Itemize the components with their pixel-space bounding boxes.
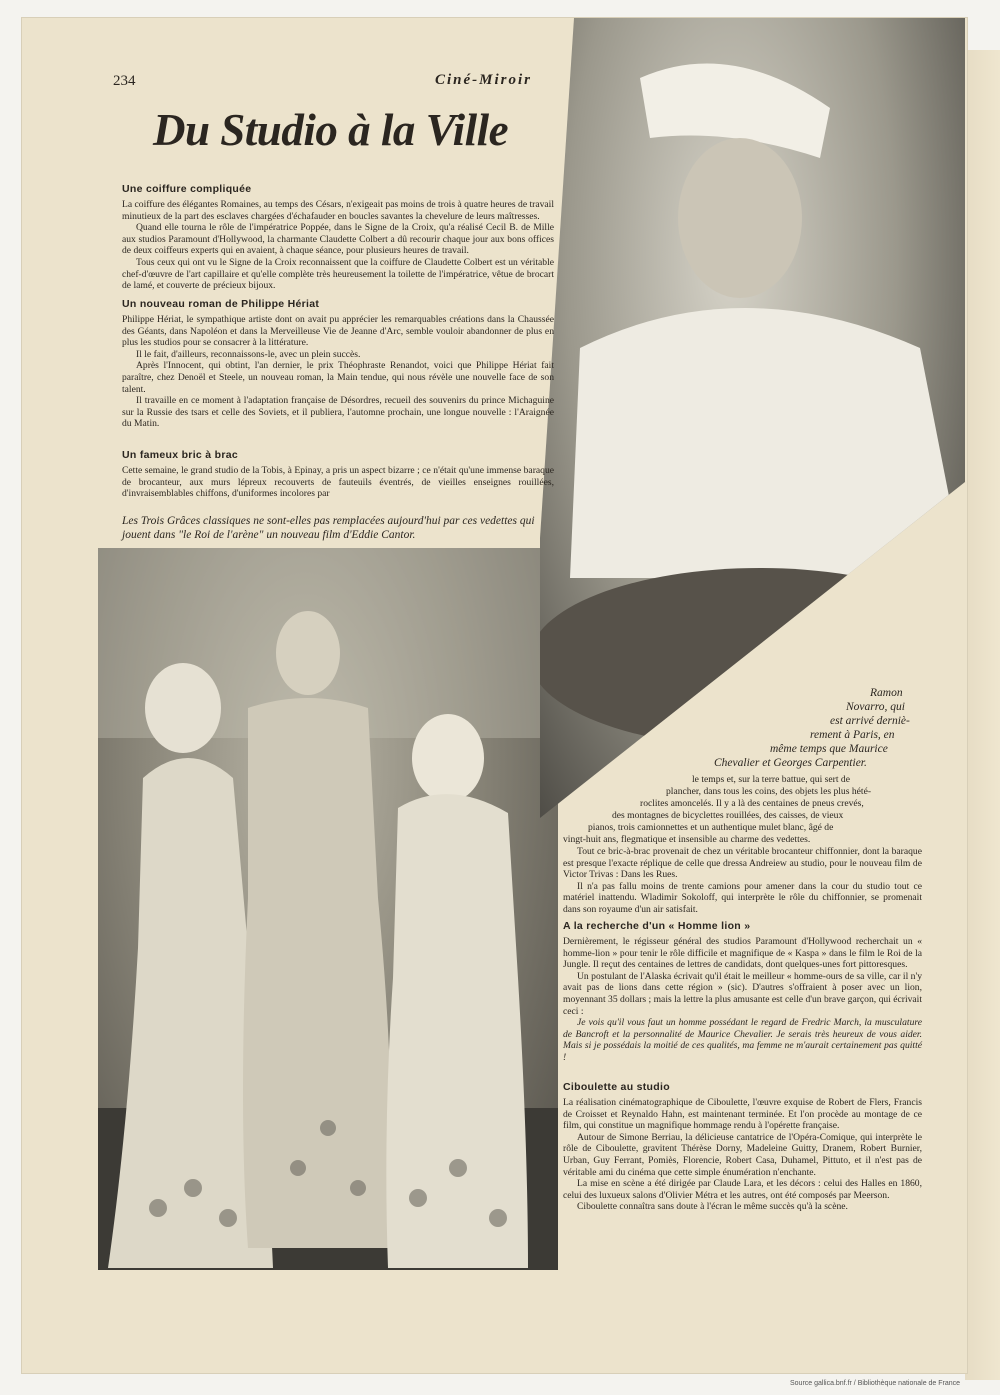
paragraph: La mise en scène a été dirigée par Claude Lara, et les décors : celui des Halles en 1860, celui des luxueux salons d'Olivier Métra et les autres, ont été composés par Meerson. <box>563 1178 922 1201</box>
paragraph: Il travaille en ce moment à l'adaptation française de Désordres, recueil des souvenirs du prince Michaguine sur la Russie des tsars et celle des Soviets, et il publiera, l'automne prochain, une longue nouvelle : l'Araignée du Matin. <box>122 395 554 430</box>
section-body <box>563 846 922 916</box>
section-body <box>563 936 922 1064</box>
paragraph: Après l'Innocent, qui obtint, l'an dernier, le prix Théophraste Renandot, voici que Philippe Hériat fait paraître, chez Denoël et Steele, un nouveau roman, la Main tendue, qui nous révèle une nouvelle face de son talent. <box>122 360 554 395</box>
three-graces-photo <box>98 548 558 1270</box>
novarro-caption-line: Novarro, qui <box>846 701 905 713</box>
novarro-caption-line: rement à Paris, en <box>810 729 895 741</box>
paragraph: Dernièrement, le régisseur général des studios Paramount d'Hollywood recherchait un « homme-lion » pour tenir le rôle difficile et magnifique de « Kaspa » dans le film le Roi de la Jungle. Il reçut des centaines de lettres de candidats, dont quelques-unes fort pittoresques. <box>563 936 922 971</box>
section-heading: Un nouveau roman de Philippe Hériat <box>122 298 320 310</box>
paragraph: La coiffure des élégantes Romaines, au temps des Césars, n'exigeait pas moins de trois à quatre heures de travail minutieux de la part des esclaves chargées d'échafauder en boucles savantes la chevelure de leurs maîtresses. <box>122 199 554 222</box>
next-page-edge <box>965 50 1000 1380</box>
section-heading: Une coiffure compliquée <box>122 183 252 195</box>
paragraph: Il n'a pas fallu moins de trente camions pour amener dans la cour du studio tout ce matériel inattendu. Wladimir Sokoloff, qui interprète le rôle du chiffonnier, se promenait dans son royaume d'un air satisfait. <box>563 880 922 915</box>
section-heading: A la recherche d'un « Homme lion » <box>563 920 751 932</box>
novarro-caption-line: Chevalier et Georges Carpentier. <box>714 757 867 769</box>
paragraph: Il le fait, d'ailleurs, reconnaissons-le, avec un plein succès. <box>136 348 361 360</box>
source-footer: Source gallica.bnf.fr / Bibliothèque nationale de France <box>790 1380 961 1387</box>
text-line: vingt-huit ans, flegmatique et insensible au charme des vedettes. <box>563 834 811 845</box>
section-body <box>122 314 554 430</box>
section-body <box>122 199 554 292</box>
paragraph: Ciboulette connaîtra sans doute à l'écran le même succès qu'à la scène. <box>577 1201 848 1213</box>
text-line: plancher, dans tous les coins, des objets les plus hété- <box>666 786 872 797</box>
section-heading: Un fameux bric à brac <box>122 449 239 461</box>
section-body <box>122 465 554 500</box>
magazine-title: Ciné-Miroir <box>435 72 533 88</box>
novarro-caption-line: même temps que Maurice <box>770 743 888 755</box>
novarro-caption-line: Ramon <box>870 687 903 699</box>
paragraph: Philippe Hériat, le sympathique artiste dont on avait pu apprécier les remarquables créations dans la Chaussée des Géants, dans Napoléon et dans la Merveilleuse Vie de Jeanne d'Arc, semble vouloir abandonner de plus en plus les studios pour se consacrer à la littérature. <box>122 314 554 349</box>
paragraph: Un postulant de l'Alaska écrivait qu'il était le meilleur « homme-ours de sa ville, car il n'y avait pas de lions dans cette région » (sic). D'autres s'offraient à poser avec un lion, moyennant 35 dollars ; mais la lettre la plus amusante est celle d'un brave garçon, qui écrivait ceci : <box>563 970 922 1017</box>
photo-caption: Les Trois Grâces classiques ne sont-elles pas remplacées aujourd'hui par ces vedettes qui jouent dans "le Roi de l'arène" un nouveau film d'Eddie Cantor. <box>122 515 535 541</box>
article-title: Du Studio à la Ville <box>153 105 509 155</box>
section-body <box>563 1097 922 1213</box>
paragraph: Cette semaine, le grand studio de la Tobis, à Epinay, a pris un aspect bizarre ; ce n'était qu'une immense baraque de brocanteur, aux murs lépreux recouverts de fauteuils éventrés, de vieilles enseignes rouillées, d'invraisemblables chiffons, d'uniformes incolores par <box>122 465 554 500</box>
text-line: le temps et, sur la terre battue, qui sert de <box>692 774 850 785</box>
section-heading: Ciboulette au studio <box>563 1081 670 1093</box>
novarro-caption-line: est arrivé derniè- <box>830 715 910 727</box>
text-line: roclites amoncelés. Il y a là des centaines de pneus crevés, <box>640 798 864 809</box>
text-line: pianos, trois camionnettes et un authentique mulet blanc, âgé de <box>588 822 834 833</box>
paragraph: La réalisation cinématographique de Ciboulette, l'œuvre exquise de Robert de Flers, Francis de Croisset et Reynaldo Hahn, est maintenant terminée. Et l'on procède au montage de ce film, qui constitue un magnifique hommage rendu à l'opérette française. <box>563 1097 922 1132</box>
paragraph: Tout ce bric-à-brac provenait de chez un véritable brocanteur chiffonnier, dont la baraque est presque l'exacte réplique de celle que dressa Andreiew au studio, pour le nouveau film de Victor Trivas : Dans les Rues. <box>563 846 922 881</box>
text-line: des montagnes de bicyclettes rouillées, des caisses, de vieux <box>612 810 844 821</box>
paragraph: Quand elle tourna le rôle de l'impératrice Poppée, dans le Signe de la Croix, qu'a réalisé Cecil B. de Mille aux studios Paramount d'Hollywood, la charmante Claudette Colbert a dû recourir chaque jour aux bons offices de deux coiffeurs experts qui en avaient, à chaque séance, pour plusieurs heures de travail. <box>122 222 554 257</box>
paragraph: Autour de Simone Berriau, la délicieuse cantatrice de l'Opéra-Comique, qui interprète le rôle de Ciboulette, gravitent Thérèse Dorny, Madeleine Guitty, Dranem, Robert Burnier, Urban, Guy Ferrant, Pomiès, Florencie, Robert Casa, Duhamel, Pittuto, et il n'est pas de véritable ami du cinéma que cette simple énumération n'enchante. <box>563 1131 922 1178</box>
page-number: 234 <box>113 73 136 89</box>
paragraph: Tous ceux qui ont vu le Signe de la Croix reconnaissent que la coiffure de Claudette Colbert est un véritable chef-d'œuvre de l'art capillaire et qu'elle complète très heureusement la toilette de l'impératrice, vêtue de brocart de lamé, et couverte de précieux bijoux. <box>122 256 554 292</box>
paragraph: Je vois qu'il vous faut un homme possédant le regard de Fredric March, la musculature de Bancroft et la personnalité de Maurice Chevalier. Je serais très heureux de vous aider. Mais si je possédais la moitié de ces qualités, ma femme ne m'aurait certainement pas quitté ! <box>563 1017 922 1063</box>
